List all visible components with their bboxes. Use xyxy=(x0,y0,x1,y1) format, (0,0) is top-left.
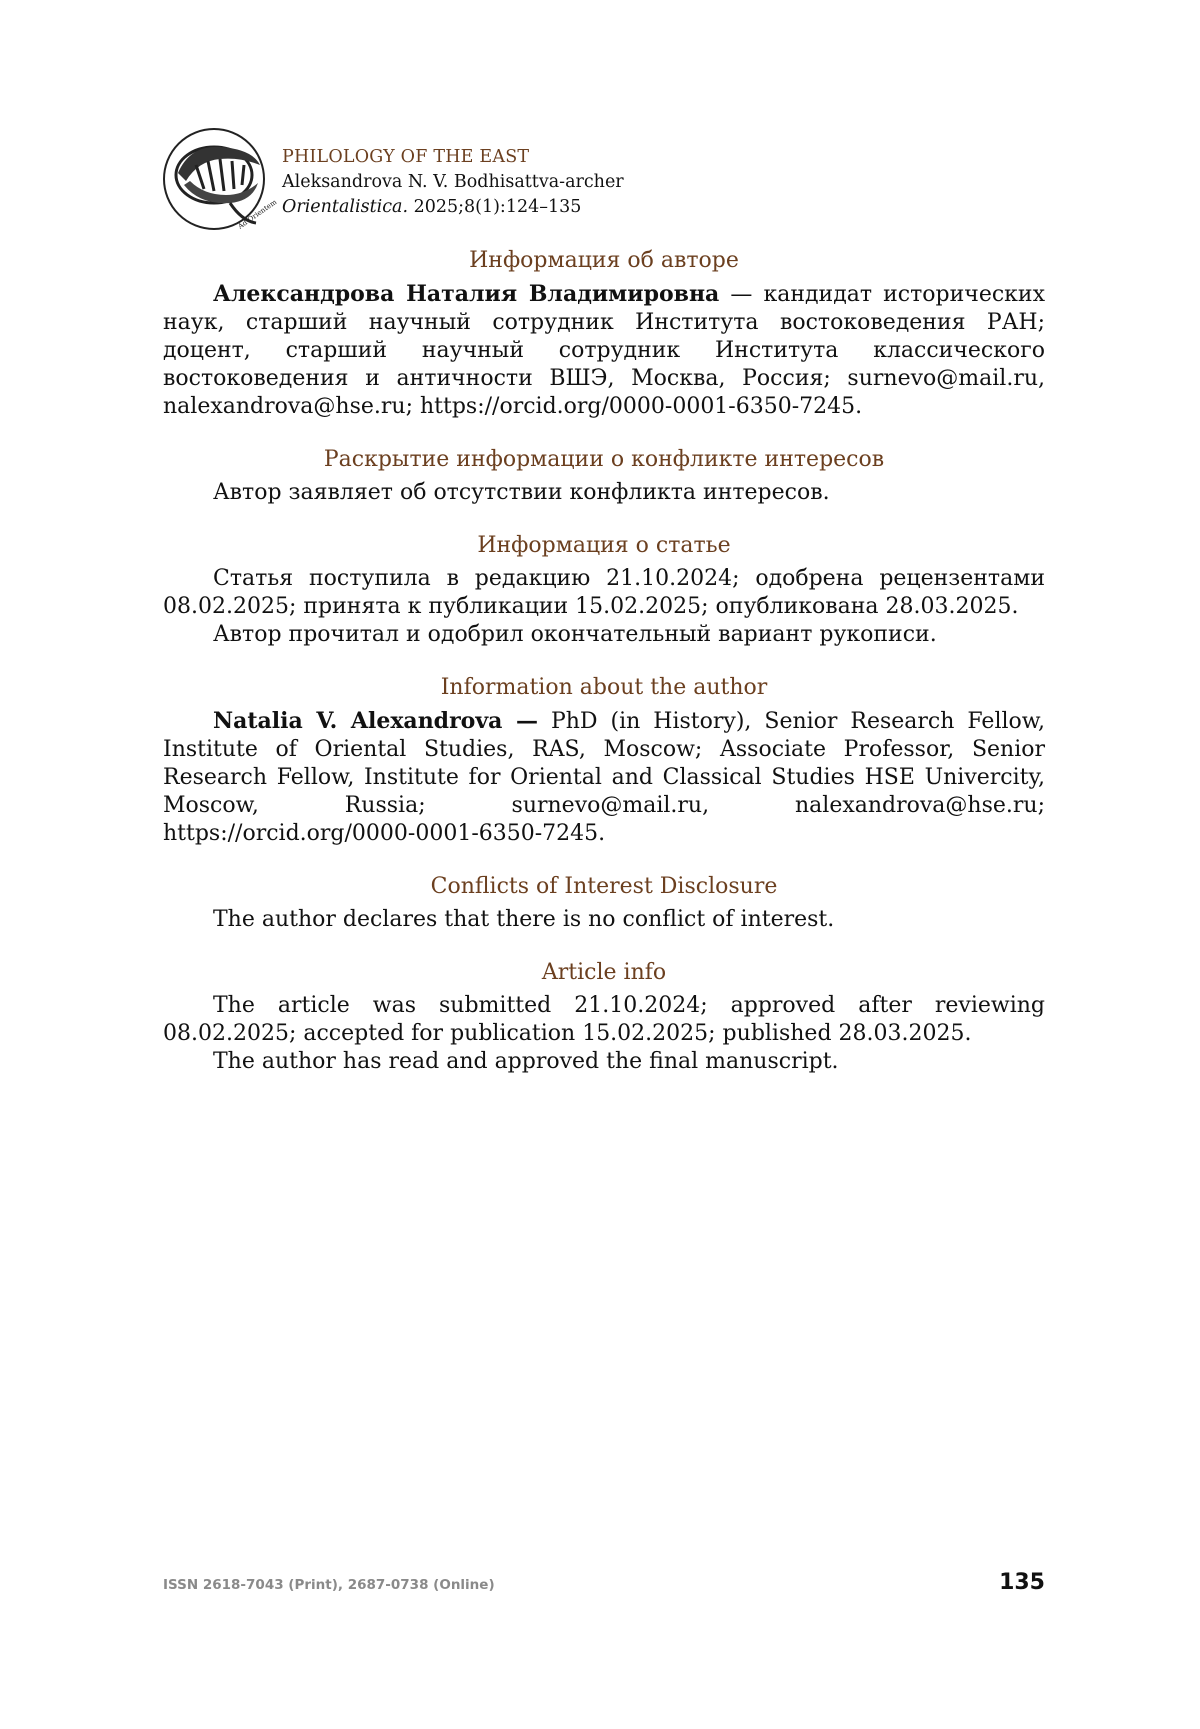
heading-conflict-ru: Раскрытие информации о конфликте интересов xyxy=(323,447,885,472)
heading-article-en: Article info xyxy=(541,960,667,985)
author-info-ru xyxy=(163,280,1045,421)
author-name-en: Natalia V. Alexandrova — xyxy=(213,708,538,734)
citation-issue: 2025;8(1):124–135 xyxy=(408,197,582,217)
author-info-en xyxy=(163,707,1045,848)
footer-issn: ISSN 2618-7043 (Print), 2687-0738 (Online) xyxy=(163,1577,495,1593)
citation-journal: Orientalistica. xyxy=(282,197,409,217)
heading-author-ru: Информация об авторе xyxy=(469,248,739,273)
section-author-ru xyxy=(163,246,1045,421)
author-text-en: PhD (in History), Senior Research Fellow, Institute of Oriental Studies, RAS, Moscow; Associate Professor, Senior Research Fellow, Institute for Oriental and Classical Studies HSE Univercity, Moscow, Russia; surnevo@mail.ru, nalexandrova@hse.ru; https://orcid.org/0000-0001-6350-7245. xyxy=(163,709,1045,846)
page-header xyxy=(160,125,1060,235)
article-approval-en: The author has read and approved the final manuscript. xyxy=(213,1049,839,1074)
heading-conflict-en: Conflicts of Interest Disclosure xyxy=(430,874,778,899)
section-article-ru xyxy=(163,531,1045,649)
heading-author-en: Information about the author xyxy=(440,675,768,700)
article-dates-ru: Статья поступила в редакцию 21.10.2024; одобрена рецензентами 08.02.2025; принята к публикации 15.02.2025; опубликована 28.03.2025. xyxy=(163,566,1045,619)
journal-logo xyxy=(160,125,279,235)
citation-line xyxy=(282,195,624,220)
conflict-text-ru: Автор заявляет об отсутствии конфликта интересов. xyxy=(213,480,830,505)
section-article-en xyxy=(163,958,1045,1076)
page-content xyxy=(163,246,1045,1100)
author-text-ru: — кандидат исторических наук, старший научный сотрудник Института востоковедения РАН; доцент, старший научный сотрудник Института классического востоковедения и античности ВШЭ, Москва, Россия; surnevo@mail.ru, nalexandrova@hse.ru; https://orcid.org/0000-0001-6350-7245. xyxy=(163,282,1045,419)
header-citation xyxy=(282,145,624,220)
article-approval-ru: Автор прочитал и одобрил окончательный вариант рукописи. xyxy=(213,622,937,647)
author-name-ru: Александрова Наталия Владимировна xyxy=(213,281,720,307)
page-number: 135 xyxy=(999,1570,1045,1595)
heading-article-ru: Информация о статье xyxy=(477,533,731,558)
conflict-text-en: The author declares that there is no conflict of interest. xyxy=(213,907,835,932)
section-author-en xyxy=(163,673,1045,848)
citation-title: Aleksandrova N. V. Bodhisattva-archer xyxy=(282,172,624,192)
section-conflict-ru xyxy=(163,445,1045,507)
journal-title: PHILOLOGY OF THE EAST xyxy=(282,147,530,167)
logo-text: Ad Orientem xyxy=(236,198,279,231)
section-conflict-en xyxy=(163,872,1045,934)
article-dates-en: The article was submitted 21.10.2024; approved after reviewing 08.02.2025; accepted for publication 15.02.2025; published 28.03.2025. xyxy=(163,993,1045,1046)
